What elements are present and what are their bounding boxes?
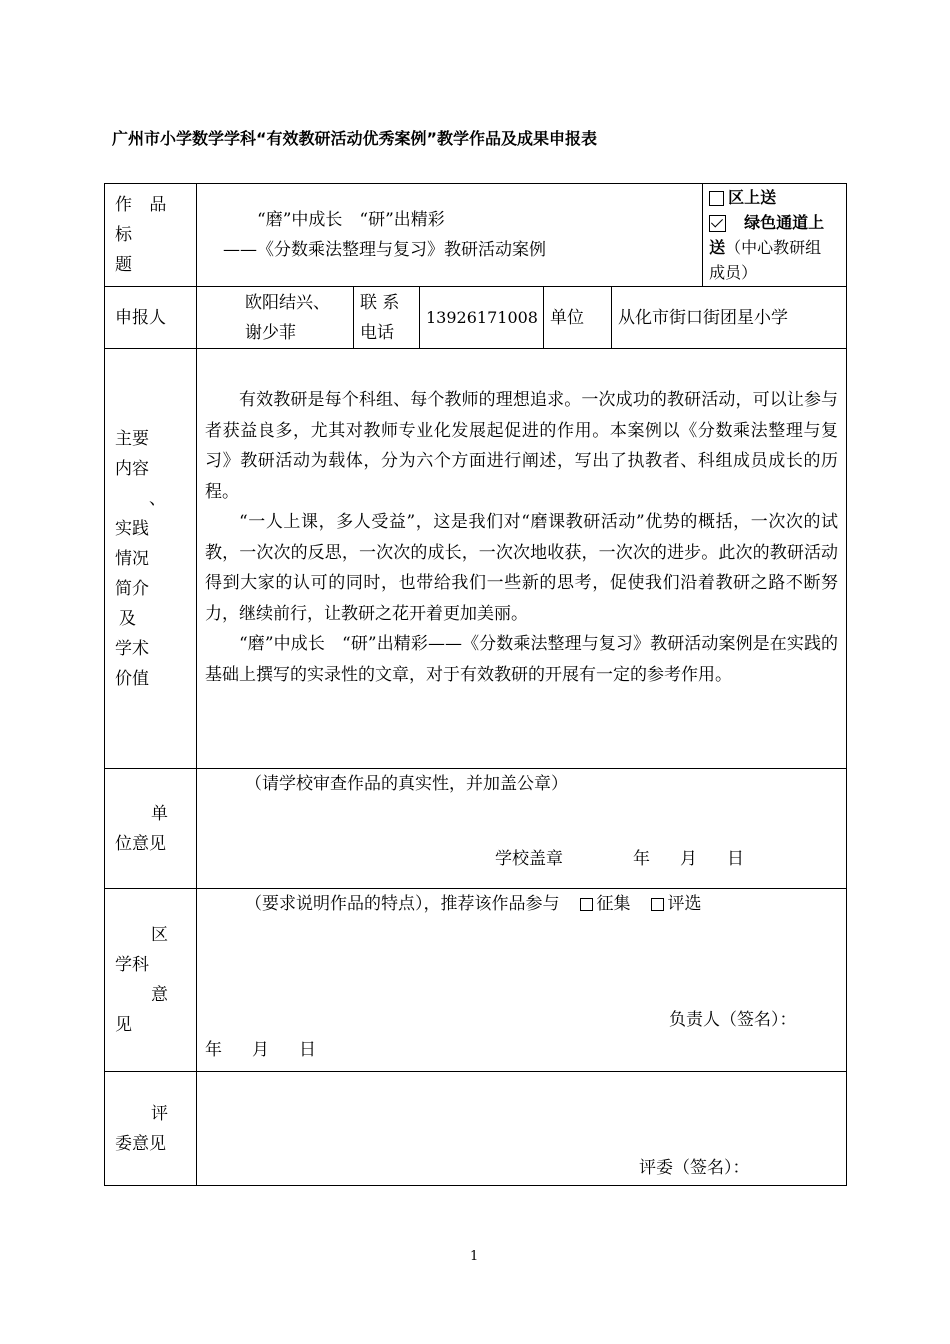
application-form-table [104, 183, 847, 1186]
applicant-label: 申报人 [105, 287, 197, 349]
content-label-line: 价值 [115, 668, 149, 689]
green-channel-label-cont: 送 [709, 238, 726, 257]
document-title: 广州市小学数学学科“有效教研活动优秀案例”教学作品及成果申报表 [112, 129, 598, 148]
unit-opinion-label-line2: 位意见 [115, 833, 166, 854]
year-label: 年 [205, 1040, 222, 1060]
judge-opinion-label-line1: 评 [151, 1103, 168, 1124]
title-label-line2: 题 [115, 255, 132, 275]
content-label-line: 情况 [115, 548, 149, 569]
unit-label: 单位 [544, 287, 612, 349]
unit-opinion-label-line1: 单 [151, 803, 168, 824]
applicant-names-line2: 谢少菲 [245, 322, 296, 343]
judge-signer: 评委（签名）： [639, 1158, 750, 1178]
district-opinion-label-line1: 区 [151, 925, 168, 945]
district-opinion-label-line2: 学科 [115, 955, 149, 975]
content-label-line: 及 [119, 608, 136, 629]
page-number: 1 [470, 1249, 479, 1264]
content-label-line: 简介 [115, 578, 149, 599]
title-label-line1: 作 品 标 [115, 195, 173, 245]
green-channel-note-cont: 成员） [709, 263, 758, 282]
phone-label-cell [354, 287, 420, 349]
applicant-names-line1: 欧阳结兴、 [245, 292, 330, 313]
district-option-label: 区上送 [728, 188, 777, 207]
content-body-cell [197, 349, 847, 769]
collect-label: 征集 [596, 894, 631, 914]
district-checkbox[interactable] [709, 191, 724, 206]
judge-opinion-label-cell [105, 1072, 197, 1186]
year-label: 年 [633, 849, 650, 869]
green-channel-note: （中心教研组 [725, 238, 822, 257]
judge-opinion-cell [197, 1072, 847, 1186]
district-opinion-cell [197, 889, 847, 1072]
select-checkbox[interactable] [651, 898, 664, 911]
green-channel-checkbox-checked[interactable] [709, 215, 726, 232]
unit-stamp-date-line [197, 844, 846, 874]
unit-opinion-note: （请学校审查作品的真实性，并加盖公章） [245, 774, 568, 794]
phone-number: 13926171008 [420, 287, 544, 349]
phone-label-line1: 联 系 [360, 292, 400, 313]
month-label: 月 [252, 1040, 269, 1060]
applicant-names-cell [197, 287, 354, 349]
district-opinion-label-cell [105, 889, 197, 1072]
day-label: 日 [727, 849, 744, 869]
content-paragraph: “磨”中成长 “研”出精彩——《分数乘法整理与复习》教研活动案例是在实践的基础上撰写的实录性的文章，对于有效教研的开展有一定的参考作用。 [205, 634, 839, 685]
content-label-line: 、 [149, 488, 166, 509]
green-channel-label: 绿色通道上 [744, 213, 825, 232]
district-opinion-note-line [197, 889, 846, 919]
month-label: 月 [680, 849, 697, 869]
phone-label-line2: 电话 [360, 322, 394, 343]
district-date-line [197, 1035, 846, 1065]
title-content-cell [197, 184, 703, 287]
content-label-line: 学术 [115, 638, 149, 659]
collect-checkbox[interactable] [580, 898, 593, 911]
content-paragraph: 有效教研是每个科组、每个教师的理想追求。一次成功的教研活动，可以让参与者获益良多，尤其对教师专业化发展起促进的作用。本案例以《分数乘法整理与复习》教研活动为载体，分为六个方面进行阐述，写出了执教者、科组成员成长的历程。 [205, 390, 839, 502]
unit-opinion-label-cell [105, 769, 197, 889]
unit-value: 从化市街口街团星小学 [612, 287, 847, 349]
submission-channel-cell [703, 184, 847, 287]
content-label-line: 内容 [115, 458, 149, 479]
title-sub: ——《分数乘法整理与复习》教研活动案例 [223, 240, 546, 260]
district-signer: 负责人（签名）： [669, 1010, 797, 1030]
district-opinion-label-line4: 见 [115, 1015, 132, 1035]
school-stamp-label: 学校盖章 [495, 849, 563, 869]
content-label-line: 实践 [115, 518, 149, 539]
district-opinion-note: （要求说明作品的特点），推荐该作品参与 [245, 894, 560, 914]
district-opinion-label-line3: 意 [151, 985, 168, 1005]
day-label: 日 [299, 1040, 316, 1060]
title-main: “磨”中成长 “研”出精彩 [257, 210, 445, 230]
unit-opinion-cell [197, 769, 847, 889]
select-label: 评选 [667, 894, 702, 914]
content-label-cell [105, 349, 197, 769]
title-label-cell [105, 184, 197, 287]
content-paragraph: “一人上课，多人受益”，这是我们对“磨课教研活动”优势的概括，一次次的试教，一次次的反思，一次次的成长，一次次地收获，一次次的进步。此次的教研活动得到大家的认可的同时，也带给我们一些新的思考，促使我们沿着教研之路不断努力，继续前行，让教研之花开着更加美丽。 [205, 512, 839, 624]
judge-opinion-label-line2: 委意见 [115, 1133, 166, 1154]
content-label-line: 主要 [115, 428, 149, 449]
